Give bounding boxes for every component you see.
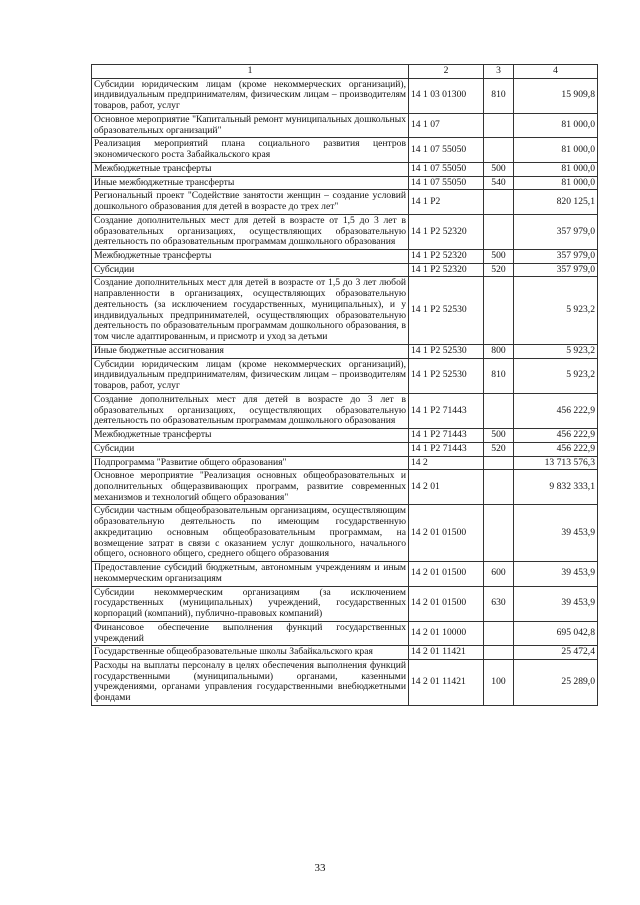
row-code: 14 1 07 55050 (409, 138, 484, 162)
row-code: 14 2 01 10000 (409, 621, 484, 645)
row-code: 14 2 01 (409, 470, 484, 505)
header-col-1: 1 (92, 65, 409, 79)
row-amount: 357 979,0 (514, 263, 598, 277)
row-amount: 456 222,9 (514, 429, 598, 443)
row-amount: 5 923,2 (514, 277, 598, 344)
row-name: Предоставление субсидий бюджетным, автономным учреждениям и иным некоммерческим организациям (92, 562, 409, 586)
row-amount: 39 453,9 (514, 586, 598, 621)
row-amount: 81 000,0 (514, 162, 598, 176)
row-code: 14 2 01 11421 (409, 646, 484, 660)
row-amount: 5 923,2 (514, 344, 598, 358)
row-code: 14 1 07 55050 (409, 176, 484, 190)
row-name: Субсидии (92, 263, 409, 277)
row-type (484, 646, 514, 660)
table-row (92, 456, 598, 470)
table-row (92, 344, 598, 358)
row-type: 810 (484, 358, 514, 393)
row-name: Субсидии юридическим лицам (кроме некоммерческих организаций), индивидуальным предпринимателям, физическим лицам – производителям товаров, работ, услуг (92, 78, 409, 113)
row-code: 14 1 P2 52320 (409, 263, 484, 277)
row-type: 540 (484, 176, 514, 190)
row-code: 14 1 P2 52320 (409, 250, 484, 264)
header-col-4: 4 (514, 65, 598, 79)
row-name: Реализация мероприятий плана социального развития центров экономического роста Забайкальского края (92, 138, 409, 162)
row-code: 14 1 P2 52530 (409, 344, 484, 358)
row-amount: 456 222,9 (514, 393, 598, 428)
table-row (92, 162, 598, 176)
row-name: Межбюджетные трансферты (92, 162, 409, 176)
row-type: 800 (484, 344, 514, 358)
row-code: 14 1 P2 (409, 190, 484, 214)
row-name: Межбюджетные трансферты (92, 250, 409, 264)
row-amount: 15 909,8 (514, 78, 598, 113)
row-name: Основное мероприятие "Капитальный ремонт муниципальных дошкольных образовательных организаций" (92, 113, 409, 137)
row-name: Субсидии некоммерческим организациям (за исключением государственных (муниципальных) учреждений, государственных корпораций (компаний), публично-правовых компаний) (92, 586, 409, 621)
row-name: Субсидии юридическим лицам (кроме некоммерческих организаций), индивидуальным предпринимателям, физическим лицам – производителям товаров, работ, услуг (92, 358, 409, 393)
row-code: 14 2 (409, 456, 484, 470)
row-type (484, 214, 514, 249)
row-type: 600 (484, 562, 514, 586)
row-code: 14 1 P2 71443 (409, 442, 484, 456)
row-name: Финансовое обеспечение выполнения функций государственных учреждений (92, 621, 409, 645)
row-amount: 81 000,0 (514, 138, 598, 162)
table-row (92, 250, 598, 264)
row-amount: 456 222,9 (514, 442, 598, 456)
table-row (92, 78, 598, 113)
row-name: Субсидии (92, 442, 409, 456)
table-row (92, 263, 598, 277)
row-type (484, 505, 514, 562)
row-type: 500 (484, 162, 514, 176)
row-amount: 9 832 333,1 (514, 470, 598, 505)
row-amount: 81 000,0 (514, 176, 598, 190)
row-code: 14 1 07 55050 (409, 162, 484, 176)
row-name: Создание дополнительных мест для детей в возрасте от 1,5 до 3 лет в образовательных организациях, осуществляющих образовательную деятельность по образовательным программам дошкольного образования (92, 214, 409, 249)
row-name: Создание дополнительных мест для детей в возрасте от 1,5 до 3 лет любой направленности в организациях, осуществляющих образовательную деятельность (за исключением государственных, муниципальных), и у индивидуальных предпринимателей, осуществляющих образовательную деятельность по образовательным программам дошкольного образования, в том числе адаптированным, и присмотр и уход за детьми (92, 277, 409, 344)
row-type: 520 (484, 442, 514, 456)
row-name: Расходы на выплаты персоналу в целях обеспечения выполнения функций государственными (муниципальными) органами, казенными учреждениями, органами управления государственными внебюджетными фондами (92, 659, 409, 705)
row-code: 14 1 P2 52530 (409, 358, 484, 393)
row-name: Иные межбюджетные трансферты (92, 176, 409, 190)
table-row (92, 176, 598, 190)
table-row (92, 562, 598, 586)
row-amount: 25 472,4 (514, 646, 598, 660)
header-col-3: 3 (484, 65, 514, 79)
table-row (92, 358, 598, 393)
row-code: 14 1 P2 71443 (409, 393, 484, 428)
row-amount: 81 000,0 (514, 113, 598, 137)
row-code: 14 2 01 01500 (409, 586, 484, 621)
table-row (92, 442, 598, 456)
table-row (92, 505, 598, 562)
table-row (92, 646, 598, 660)
row-code: 14 1 03 01300 (409, 78, 484, 113)
row-name: Создание дополнительных мест для детей в возрасте до 3 лет в образовательных организациях, осуществляющих образовательную деятельность по образовательным программам дошкольного образования (92, 393, 409, 428)
row-amount: 5 923,2 (514, 358, 598, 393)
row-amount: 25 289,0 (514, 659, 598, 705)
row-type: 500 (484, 429, 514, 443)
row-amount: 39 453,9 (514, 562, 598, 586)
row-type: 630 (484, 586, 514, 621)
header-col-2: 2 (409, 65, 484, 79)
row-type: 520 (484, 263, 514, 277)
row-type (484, 470, 514, 505)
row-amount: 39 453,9 (514, 505, 598, 562)
table-row (92, 470, 598, 505)
row-code: 14 2 01 01500 (409, 562, 484, 586)
row-type: 100 (484, 659, 514, 705)
budget-table (91, 64, 598, 706)
page-number: 33 (314, 862, 326, 874)
table-row (92, 214, 598, 249)
row-amount: 820 125,1 (514, 190, 598, 214)
row-amount: 13 713 576,3 (514, 456, 598, 470)
row-name: Государственные общеобразовательные школы Забайкальского края (92, 646, 409, 660)
row-name: Подпрограмма "Развитие общего образования" (92, 456, 409, 470)
row-amount: 357 979,0 (514, 214, 598, 249)
row-amount: 357 979,0 (514, 250, 598, 264)
table-row (92, 190, 598, 214)
table-header-row (92, 65, 598, 79)
table-row (92, 429, 598, 443)
row-code: 14 1 P2 52320 (409, 214, 484, 249)
table-row (92, 659, 598, 705)
table-row (92, 277, 598, 344)
table-row (92, 393, 598, 428)
budget-table-body (92, 65, 598, 706)
row-type (484, 277, 514, 344)
row-type (484, 190, 514, 214)
row-code: 14 1 07 (409, 113, 484, 137)
row-name: Межбюджетные трансферты (92, 429, 409, 443)
row-type: 810 (484, 78, 514, 113)
table-row (92, 621, 598, 645)
row-type (484, 456, 514, 470)
row-type (484, 393, 514, 428)
row-type (484, 113, 514, 137)
row-name: Региональный проект "Содействие занятости женщин – создание условий дошкольного образования для детей в возрасте до трех лет" (92, 190, 409, 214)
table-row (92, 113, 598, 137)
row-code: 14 1 P2 52530 (409, 277, 484, 344)
row-name: Основное мероприятие "Реализация основных общеобразовательных и дополнительных общеразвивающих программ, развитие современных механизмов и технологий общего образования" (92, 470, 409, 505)
row-name: Субсидии частным общеобразовательным организациям, осуществляющим образовательную деятельность по имеющим государственную аккредитацию основным общеобразовательным программам, на возмещение затрат в связи с оказанием услуг дошкольного, начального общего, основного общего, среднего общего образования (92, 505, 409, 562)
row-type: 500 (484, 250, 514, 264)
table-row (92, 586, 598, 621)
row-type (484, 621, 514, 645)
row-code: 14 1 P2 71443 (409, 429, 484, 443)
row-type (484, 138, 514, 162)
row-code: 14 2 01 11421 (409, 659, 484, 705)
table-row (92, 138, 598, 162)
row-amount: 695 042,8 (514, 621, 598, 645)
row-name: Иные бюджетные ассигнования (92, 344, 409, 358)
row-code: 14 2 01 01500 (409, 505, 484, 562)
